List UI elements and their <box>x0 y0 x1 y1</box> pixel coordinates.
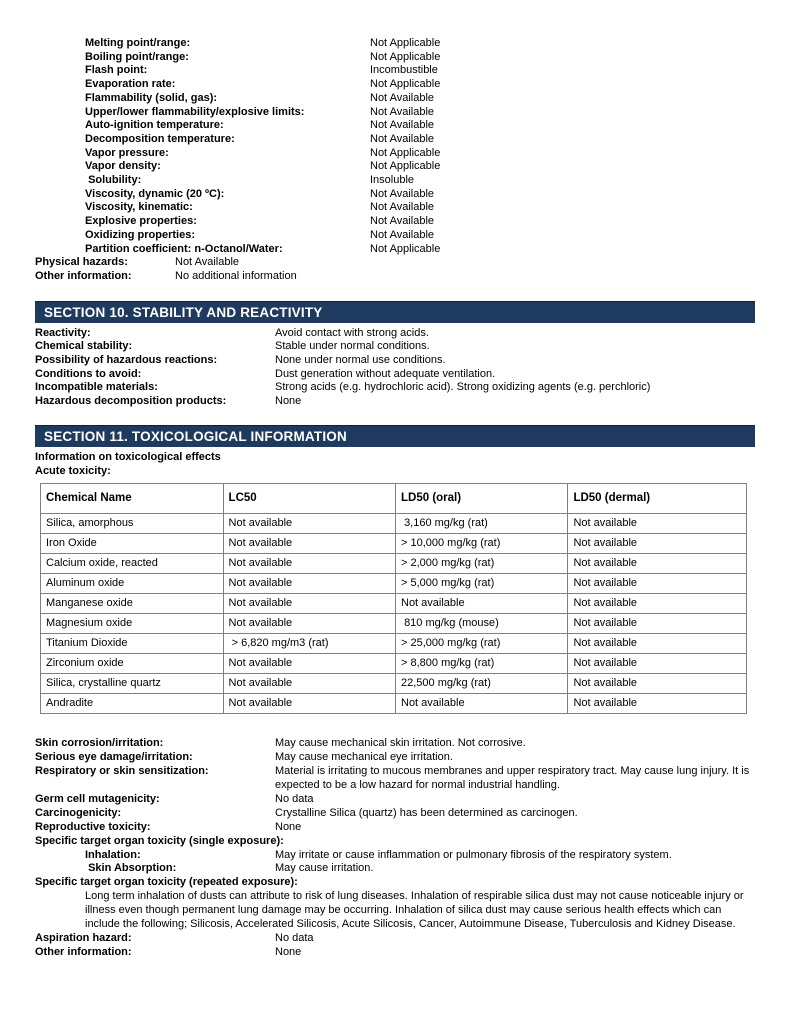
ld50-oral-cell: > 25,000 mg/kg (rat) <box>396 634 568 654</box>
stot-single-heading: Specific target organ toxicity (single exposure): <box>35 834 284 847</box>
inhalation-value: May irritate or cause inflammation or pulmonary fibrosis of the respiratory system. <box>275 848 672 861</box>
table-row <box>41 594 747 614</box>
ld50-dermal-cell: Not available <box>568 554 747 574</box>
chemical-name-cell: Titanium Dioxide <box>41 634 224 654</box>
property-value: Not Available <box>370 119 435 132</box>
tox-info-subheading: Information on toxicological effects <box>35 450 221 463</box>
section-10-row <box>35 340 755 354</box>
lc50-cell: Not available <box>223 614 395 634</box>
section-10-row-label: Possibility of hazardous reactions: <box>35 354 218 367</box>
property-value: Not Applicable <box>370 242 441 255</box>
section-10-body <box>35 327 755 409</box>
acute-toxicity-table-body <box>41 514 747 714</box>
property-row <box>85 201 755 215</box>
chemical-name-cell: Zirconium oxide <box>41 654 224 674</box>
chemical-name-cell: Andradite <box>41 694 224 714</box>
table-row <box>41 674 747 694</box>
section-11-header: SECTION 11. TOXICOLOGICAL INFORMATION <box>35 425 755 447</box>
property-row <box>85 106 755 120</box>
carcinogenicity-label: Carcinogenicity: <box>35 806 122 819</box>
tox-other-information-value: None <box>275 945 302 958</box>
tox-other-information-row <box>35 946 755 960</box>
physical-properties-list <box>35 37 755 256</box>
aspiration-hazard-row <box>35 932 755 946</box>
acute-toxicity-subheading: Acute toxicity: <box>35 464 111 477</box>
table-row <box>41 554 747 574</box>
section-10-row-value: Avoid contact with strong acids. <box>275 326 429 339</box>
ld50-dermal-cell: Not available <box>568 534 747 554</box>
col-header-lc50: LC50 <box>223 484 395 514</box>
ld50-dermal-cell: Not available <box>568 514 747 534</box>
property-value: Not Applicable <box>370 78 441 91</box>
property-value: Not Available <box>370 228 435 241</box>
chemical-name-cell: Aluminum oxide <box>41 574 224 594</box>
skin-corrosion-label: Skin corrosion/irritation: <box>35 737 164 750</box>
section-10-header: SECTION 10. STABILITY AND REACTIVITY <box>35 301 755 323</box>
physical-hazards-value: Not Available <box>175 256 240 269</box>
property-row <box>85 37 755 51</box>
property-row <box>85 174 755 188</box>
lc50-cell: Not available <box>223 574 395 594</box>
property-label: Viscosity, dynamic (20 ºC): <box>85 187 225 200</box>
ld50-oral-cell: Not available <box>396 594 568 614</box>
sensitization-label: Respiratory or skin sensitization: <box>35 765 209 778</box>
table-row <box>41 614 747 634</box>
inhalation-row <box>85 849 755 863</box>
property-row <box>85 160 755 174</box>
property-label: Upper/lower flammability/explosive limits: <box>85 105 305 118</box>
property-row <box>85 147 755 161</box>
chemical-name-cell: Calcium oxide, reacted <box>41 554 224 574</box>
ld50-dermal-cell: Not available <box>568 614 747 634</box>
ld50-oral-cell: > 8,800 mg/kg (rat) <box>396 654 568 674</box>
mutagenicity-row <box>35 793 755 807</box>
table-row <box>41 514 747 534</box>
property-label: Flammability (solid, gas): <box>85 91 218 104</box>
property-row <box>85 243 755 257</box>
property-value: Not Applicable <box>370 160 441 173</box>
lc50-cell: Not available <box>223 594 395 614</box>
carcinogenicity-row <box>35 807 755 821</box>
section-10-row-value: Dust generation without adequate ventilation. <box>275 367 496 380</box>
table-row <box>41 694 747 714</box>
property-label: Decomposition temperature: <box>85 132 235 145</box>
ld50-dermal-cell: Not available <box>568 694 747 714</box>
other-information-label: Other information: <box>35 269 132 282</box>
property-row <box>85 215 755 229</box>
tox-other-information-label: Other information: <box>35 945 132 958</box>
stot-repeated-heading: Specific target organ toxicity (repeated exposure): <box>35 876 298 889</box>
table-row <box>41 534 747 554</box>
property-value: Not Applicable <box>370 37 441 49</box>
property-label: Solubility: <box>85 174 142 187</box>
property-label: Explosive properties: <box>85 215 197 228</box>
property-row <box>85 133 755 147</box>
other-information-row <box>35 270 755 284</box>
property-label: Auto-ignition temperature: <box>85 119 224 132</box>
property-value: Not Available <box>370 201 435 214</box>
property-value: Not Available <box>370 215 435 228</box>
table-row <box>41 634 747 654</box>
property-value: Not Available <box>370 91 435 104</box>
section-10-row-value: Stable under normal conditions. <box>275 340 430 353</box>
mutagenicity-label: Germ cell mutagenicity: <box>35 792 160 805</box>
section-10-row-value: None under normal use conditions. <box>275 354 446 367</box>
chemical-name-cell: Manganese oxide <box>41 594 224 614</box>
section-10-row-label: Incompatible materials: <box>35 381 158 394</box>
property-value: Incombustible <box>370 64 438 77</box>
property-label: Evaporation rate: <box>85 78 176 91</box>
skin-corrosion-value: May cause mechanical skin irritation. Not corrosive. <box>275 737 526 750</box>
section-10-row <box>35 327 755 341</box>
ld50-dermal-cell: Not available <box>568 674 747 694</box>
property-row <box>85 64 755 78</box>
property-label: Melting point/range: <box>85 37 191 49</box>
mutagenicity-value: No data <box>275 792 314 805</box>
other-information-value: No additional information <box>175 269 297 282</box>
property-label: Flash point: <box>85 64 148 77</box>
properties-footer <box>35 256 755 283</box>
col-header-ld50-dermal: LD50 (dermal) <box>568 484 747 514</box>
ld50-dermal-cell: Not available <box>568 574 747 594</box>
section-10-row-label: Hazardous decomposition products: <box>35 395 227 408</box>
section-10-row-label: Reactivity: <box>35 326 91 339</box>
toxicological-effects-block <box>35 737 755 960</box>
section-10-row-value: None <box>275 395 302 408</box>
property-label: Vapor pressure: <box>85 146 169 159</box>
property-value: Not Available <box>370 105 435 118</box>
physical-hazards-row <box>35 256 755 270</box>
col-header-chemical-name: Chemical Name <box>41 484 224 514</box>
ld50-oral-cell: > 5,000 mg/kg (rat) <box>396 574 568 594</box>
eye-damage-row <box>35 751 755 765</box>
lc50-cell: Not available <box>223 534 395 554</box>
col-header-ld50-oral: LD50 (oral) <box>396 484 568 514</box>
property-value: Not Available <box>370 132 435 145</box>
ld50-oral-cell: 3,160 mg/kg (rat) <box>396 514 568 534</box>
eye-damage-value: May cause mechanical eye irritation. <box>275 751 453 764</box>
ld50-oral-cell: > 10,000 mg/kg (rat) <box>396 534 568 554</box>
inhalation-label: Inhalation: <box>85 848 141 861</box>
property-label: Viscosity, kinematic: <box>85 201 193 214</box>
section-10-row <box>35 354 755 368</box>
section-10-row-label: Conditions to avoid: <box>35 367 142 380</box>
aspiration-hazard-value: No data <box>275 931 314 944</box>
acute-toxicity-table-head <box>41 484 747 514</box>
physical-hazards-label: Physical hazards: <box>35 256 128 269</box>
lc50-cell: Not available <box>223 654 395 674</box>
property-value: Not Applicable <box>370 146 441 159</box>
chemical-name-cell: Silica, crystalline quartz <box>41 674 224 694</box>
property-label: Partition coefficient: n-Octanol/Water: <box>85 242 283 255</box>
stot-repeated-text: Long term inhalation of dusts can attribute to risk of lung diseases. Inhalation of respirable silica dust may not cause noticeable injury or illness even though permanent lung damage may be occurring. Inhalation of silica dust may cause serious health effects which can include the following; Silicosis, Accelerated Silicosis, Acute Silicosis, Cancer, Autoimmune Disease, Tuberculosis and Kidney Disease. <box>85 890 747 931</box>
lc50-cell: Not available <box>223 514 395 534</box>
skin-absorption-row <box>85 862 755 876</box>
chemical-name-cell: Silica, amorphous <box>41 514 224 534</box>
property-value: Insoluble <box>370 174 415 187</box>
carcinogenicity-value: Crystalline Silica (quartz) has been determined as carcinogen. <box>275 806 578 819</box>
reproductive-toxicity-value: None <box>275 820 302 833</box>
ld50-dermal-cell: Not available <box>568 654 747 674</box>
reproductive-toxicity-row <box>35 821 755 835</box>
property-row <box>85 78 755 92</box>
skin-absorption-value: May cause irritation. <box>275 862 374 875</box>
table-row <box>41 574 747 594</box>
section-10-row <box>35 381 755 395</box>
section-10-row <box>35 395 755 409</box>
property-row <box>85 92 755 106</box>
skin-corrosion-row <box>35 737 755 751</box>
reproductive-toxicity-label: Reproductive toxicity: <box>35 820 151 833</box>
table-row <box>41 654 747 674</box>
section-10-row-value: Strong acids (e.g. hydrochloric acid). Strong oxidizing agents (e.g. perchloric) <box>275 381 651 394</box>
property-label: Vapor density: <box>85 160 161 173</box>
ld50-oral-cell: > 2,000 mg/kg (rat) <box>396 554 568 574</box>
property-row <box>85 119 755 133</box>
lc50-cell: Not available <box>223 694 395 714</box>
section-10-row <box>35 368 755 382</box>
eye-damage-label: Serious eye damage/irritation: <box>35 751 193 764</box>
lc50-cell: > 6,820 mg/m3 (rat) <box>223 634 395 654</box>
property-value: Not Available <box>370 187 435 200</box>
ld50-dermal-cell: Not available <box>568 594 747 614</box>
lc50-cell: Not available <box>223 674 395 694</box>
acute-toxicity-table <box>40 483 747 714</box>
property-label: Oxidizing properties: <box>85 228 196 241</box>
chemical-name-cell: Iron Oxide <box>41 534 224 554</box>
chemical-name-cell: Magnesium oxide <box>41 614 224 634</box>
section-10-row-label: Chemical stability: <box>35 340 133 353</box>
table-header-row <box>41 484 747 514</box>
property-value: Not Applicable <box>370 50 441 63</box>
property-row <box>85 51 755 65</box>
sensitization-value: Material is irritating to mucous membranes and upper respiratory tract. May cause lung injury. It is expected to be a low hazard for normal industrial handling. <box>275 765 753 791</box>
property-label: Boiling point/range: <box>85 50 189 63</box>
sensitization-row <box>35 765 755 793</box>
property-row <box>85 188 755 202</box>
ld50-oral-cell: Not available <box>396 694 568 714</box>
aspiration-hazard-label: Aspiration hazard: <box>35 931 132 944</box>
ld50-dermal-cell: Not available <box>568 634 747 654</box>
ld50-oral-cell: 810 mg/kg (mouse) <box>396 614 568 634</box>
skin-absorption-label: Skin Absorption: <box>85 862 177 875</box>
ld50-oral-cell: 22,500 mg/kg (rat) <box>396 674 568 694</box>
property-row <box>85 229 755 243</box>
lc50-cell: Not available <box>223 554 395 574</box>
